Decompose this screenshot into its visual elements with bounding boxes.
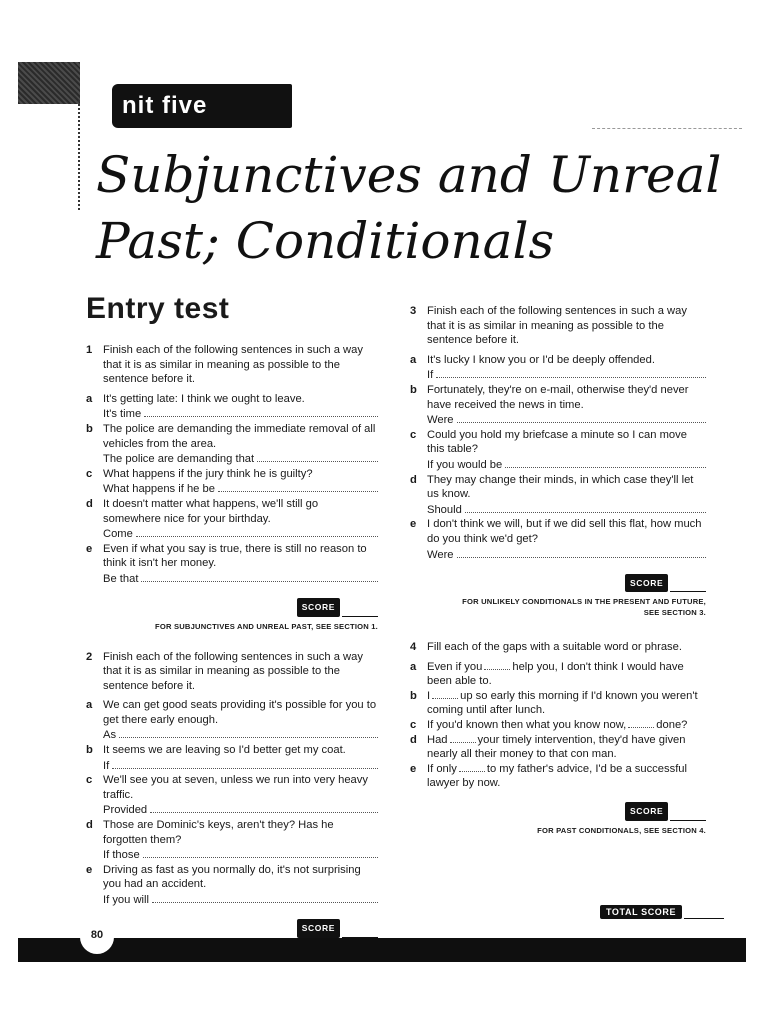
item-sentence: It's lucky I know you or I'd be deeply offended. bbox=[427, 353, 655, 366]
section-3 bbox=[410, 304, 706, 618]
score-box bbox=[86, 601, 378, 617]
answer-field[interactable]: If those bbox=[103, 847, 378, 863]
question-number: 4 bbox=[410, 641, 417, 654]
left-column bbox=[86, 343, 378, 971]
question-instruction: 3 Finish each of the following sentences in such a way that it is as similar in meaning as possible to the sentence before it. bbox=[410, 305, 687, 347]
item-sentence: Driving as fast as you normally do, it's not surprising you had an accident. bbox=[103, 863, 361, 891]
score-field[interactable] bbox=[670, 808, 706, 821]
item-sentence: What happens if the jury think he is guilty? bbox=[103, 467, 313, 480]
exercise-item: c Could you hold my briefcase a minute so I can move this table? If you would be bbox=[410, 428, 706, 473]
score-field[interactable] bbox=[670, 579, 706, 592]
title-line-1: Subjunctives and Unreal bbox=[96, 146, 722, 204]
question-number: 2 bbox=[86, 650, 93, 663]
question-number: 1 bbox=[86, 344, 93, 356]
exercise-item: e I don't think we will, but if we did sell this flat, how much do you think we'd get? Were bbox=[410, 517, 706, 562]
gap-fill-item: c If you'd known then what you know now, done? bbox=[410, 719, 688, 732]
total-score-field[interactable] bbox=[684, 906, 724, 919]
footer-bar bbox=[18, 938, 746, 962]
exercise-item: b Fortunately, they're on e-mail, otherwise they'd never have received the news in time. Were bbox=[410, 383, 706, 428]
answer-field[interactable]: If you would be bbox=[427, 457, 706, 473]
exercise-item: b It seems we are leaving so I'd better get my coat. If bbox=[86, 743, 378, 773]
vertical-dotted-rule bbox=[78, 100, 80, 210]
right-column bbox=[410, 304, 706, 854]
item-sentence: They may change their minds, in which case they'll let us know. bbox=[427, 473, 694, 501]
item-sentence: We can get good seats providing it's possible for you to get there early enough. bbox=[103, 699, 377, 726]
question-instruction: 2 Finish each of the following sentences in such a way that it is as similar in meaning as possible to the sentence before it. bbox=[86, 650, 363, 692]
answer-field[interactable]: Were bbox=[427, 412, 706, 428]
answer-field[interactable]: It's time bbox=[103, 406, 378, 422]
exercise-item: c We'll see you at seven, unless we run into very heavy traffic. Provided bbox=[86, 773, 378, 818]
gap-fill-item: e If only to my father's advice, I'd be a successful lawyer by now. bbox=[410, 762, 688, 790]
gap-field[interactable] bbox=[628, 718, 654, 728]
answer-field[interactable]: Were bbox=[427, 547, 706, 563]
entry-test-heading: Entry test bbox=[86, 292, 230, 325]
section-1 bbox=[86, 343, 378, 632]
gap-fill-item: a Even if you help you, I don't think I would have been able to. bbox=[410, 660, 684, 688]
gap-fill-item: b I up so early this morning if I'd known you weren't coming until after lunch. bbox=[410, 689, 698, 717]
section-reference: FOR PAST CONDITIONALS, SEE SECTION 4. bbox=[537, 826, 706, 836]
exercise-item: a It's lucky I know you or I'd be deeply offended. If bbox=[410, 353, 706, 383]
gap-field[interactable] bbox=[450, 733, 476, 743]
exercise-item: b The police are demanding the immediate removal of all vehicles from the area. The police are demanding that bbox=[86, 422, 378, 467]
question-number: 3 bbox=[410, 305, 417, 317]
answer-field[interactable]: As bbox=[103, 727, 378, 743]
section-2 bbox=[86, 650, 378, 953]
total-score-box bbox=[600, 905, 724, 919]
exercise-item: c What happens if the jury think he is guilty? What happens if he be bbox=[86, 467, 378, 497]
score-field[interactable] bbox=[342, 604, 378, 617]
score-badge: SCORE bbox=[297, 598, 340, 617]
exercise-item: d They may change their minds, in which case they'll let us know. Should bbox=[410, 473, 706, 518]
total-score-badge: TOTAL SCORE bbox=[600, 905, 682, 919]
score-box bbox=[86, 922, 378, 938]
score-field[interactable] bbox=[342, 925, 378, 938]
question-instruction: 1 Finish each of the following sentences in such a way that it is as similar in meaning as possible to the sentence before it. bbox=[86, 344, 363, 386]
answer-field[interactable]: If you will bbox=[103, 892, 378, 908]
item-sentence: Even if what you say is true, there is still no reason to think it isn't her money. bbox=[103, 542, 367, 570]
item-sentence: We'll see you at seven, unless we run into very heavy traffic. bbox=[103, 774, 368, 801]
gap-field[interactable] bbox=[432, 689, 458, 699]
page-number: 80 bbox=[80, 924, 114, 954]
score-badge: SCORE bbox=[625, 802, 668, 821]
exercise-item: e Driving as fast as you normally do, it's not surprising you had an accident. If you will bbox=[86, 863, 378, 908]
item-sentence: It doesn't matter what happens, we'll still go somewhere nice for your birthday. bbox=[103, 497, 319, 525]
score-box bbox=[410, 576, 706, 592]
answer-field[interactable]: Come bbox=[103, 526, 378, 542]
answer-field[interactable]: Provided bbox=[103, 802, 378, 818]
item-sentence: Fortunately, they're on e-mail, otherwise they'd never have received the news in time. bbox=[427, 383, 689, 411]
answer-field[interactable]: The police are demanding that bbox=[103, 451, 378, 467]
exercise-item: d Those are Dominic's keys, aren't they? Has he forgotten them? If those bbox=[86, 818, 378, 863]
answer-field[interactable]: What happens if he be bbox=[103, 481, 378, 497]
question-instruction: 4 Fill each of the gaps with a suitable word or phrase. bbox=[410, 641, 682, 654]
item-sentence: I don't think we will, but if we did sell this flat, how much do you think we'd get? bbox=[427, 518, 702, 545]
item-sentence: It's getting late: I think we ought to leave. bbox=[103, 392, 305, 405]
answer-field[interactable]: If bbox=[427, 367, 706, 383]
page-title bbox=[96, 142, 736, 274]
exercise-item: a It's getting late: I think we ought to leave. It's time bbox=[86, 392, 378, 422]
exercise-item: a We can get good seats providing it's possible for you to get there early enough. As bbox=[86, 699, 377, 742]
answer-field[interactable]: Be that bbox=[103, 571, 378, 587]
gap-field[interactable] bbox=[459, 762, 485, 772]
section-reference: FOR UNLIKELY CONDITIONALS IN THE PRESENT AND FUTURE, SEE SECTION 3. bbox=[462, 597, 706, 618]
exercise-item: d It doesn't matter what happens, we'll still go somewhere nice for your birthday. Come bbox=[86, 497, 378, 542]
title-line-2: Past; Conditionals bbox=[96, 212, 555, 270]
section-reference: FOR SUBJUNCTIVES AND UNREAL PAST, SEE SECTION 1. bbox=[155, 621, 378, 631]
item-sentence: Could you hold my briefcase a minute so I can move this table? bbox=[427, 428, 687, 456]
item-sentence: The police are demanding the immediate removal of all vehicles from the area. bbox=[103, 422, 376, 450]
section-4 bbox=[410, 640, 706, 836]
gap-fill-item: d Had your timely intervention, they'd have given nearly all their money to that con man. bbox=[410, 733, 686, 761]
answer-field[interactable]: Should bbox=[427, 502, 706, 518]
item-sentence: It seems we are leaving so I'd better get my coat. bbox=[103, 744, 346, 757]
score-badge: SCORE bbox=[297, 919, 340, 938]
score-badge: SCORE bbox=[625, 574, 668, 593]
corner-decoration bbox=[18, 62, 80, 104]
exercise-item: e Even if what you say is true, there is still no reason to think it isn't her money. Be that bbox=[86, 542, 378, 587]
answer-field[interactable]: If bbox=[103, 758, 378, 774]
gap-field[interactable] bbox=[484, 660, 510, 670]
unit-banner: nit five bbox=[112, 84, 292, 128]
header-rule bbox=[592, 128, 742, 129]
score-box bbox=[410, 805, 706, 821]
item-sentence: Those are Dominic's keys, aren't they? Has he forgotten them? bbox=[103, 819, 334, 846]
